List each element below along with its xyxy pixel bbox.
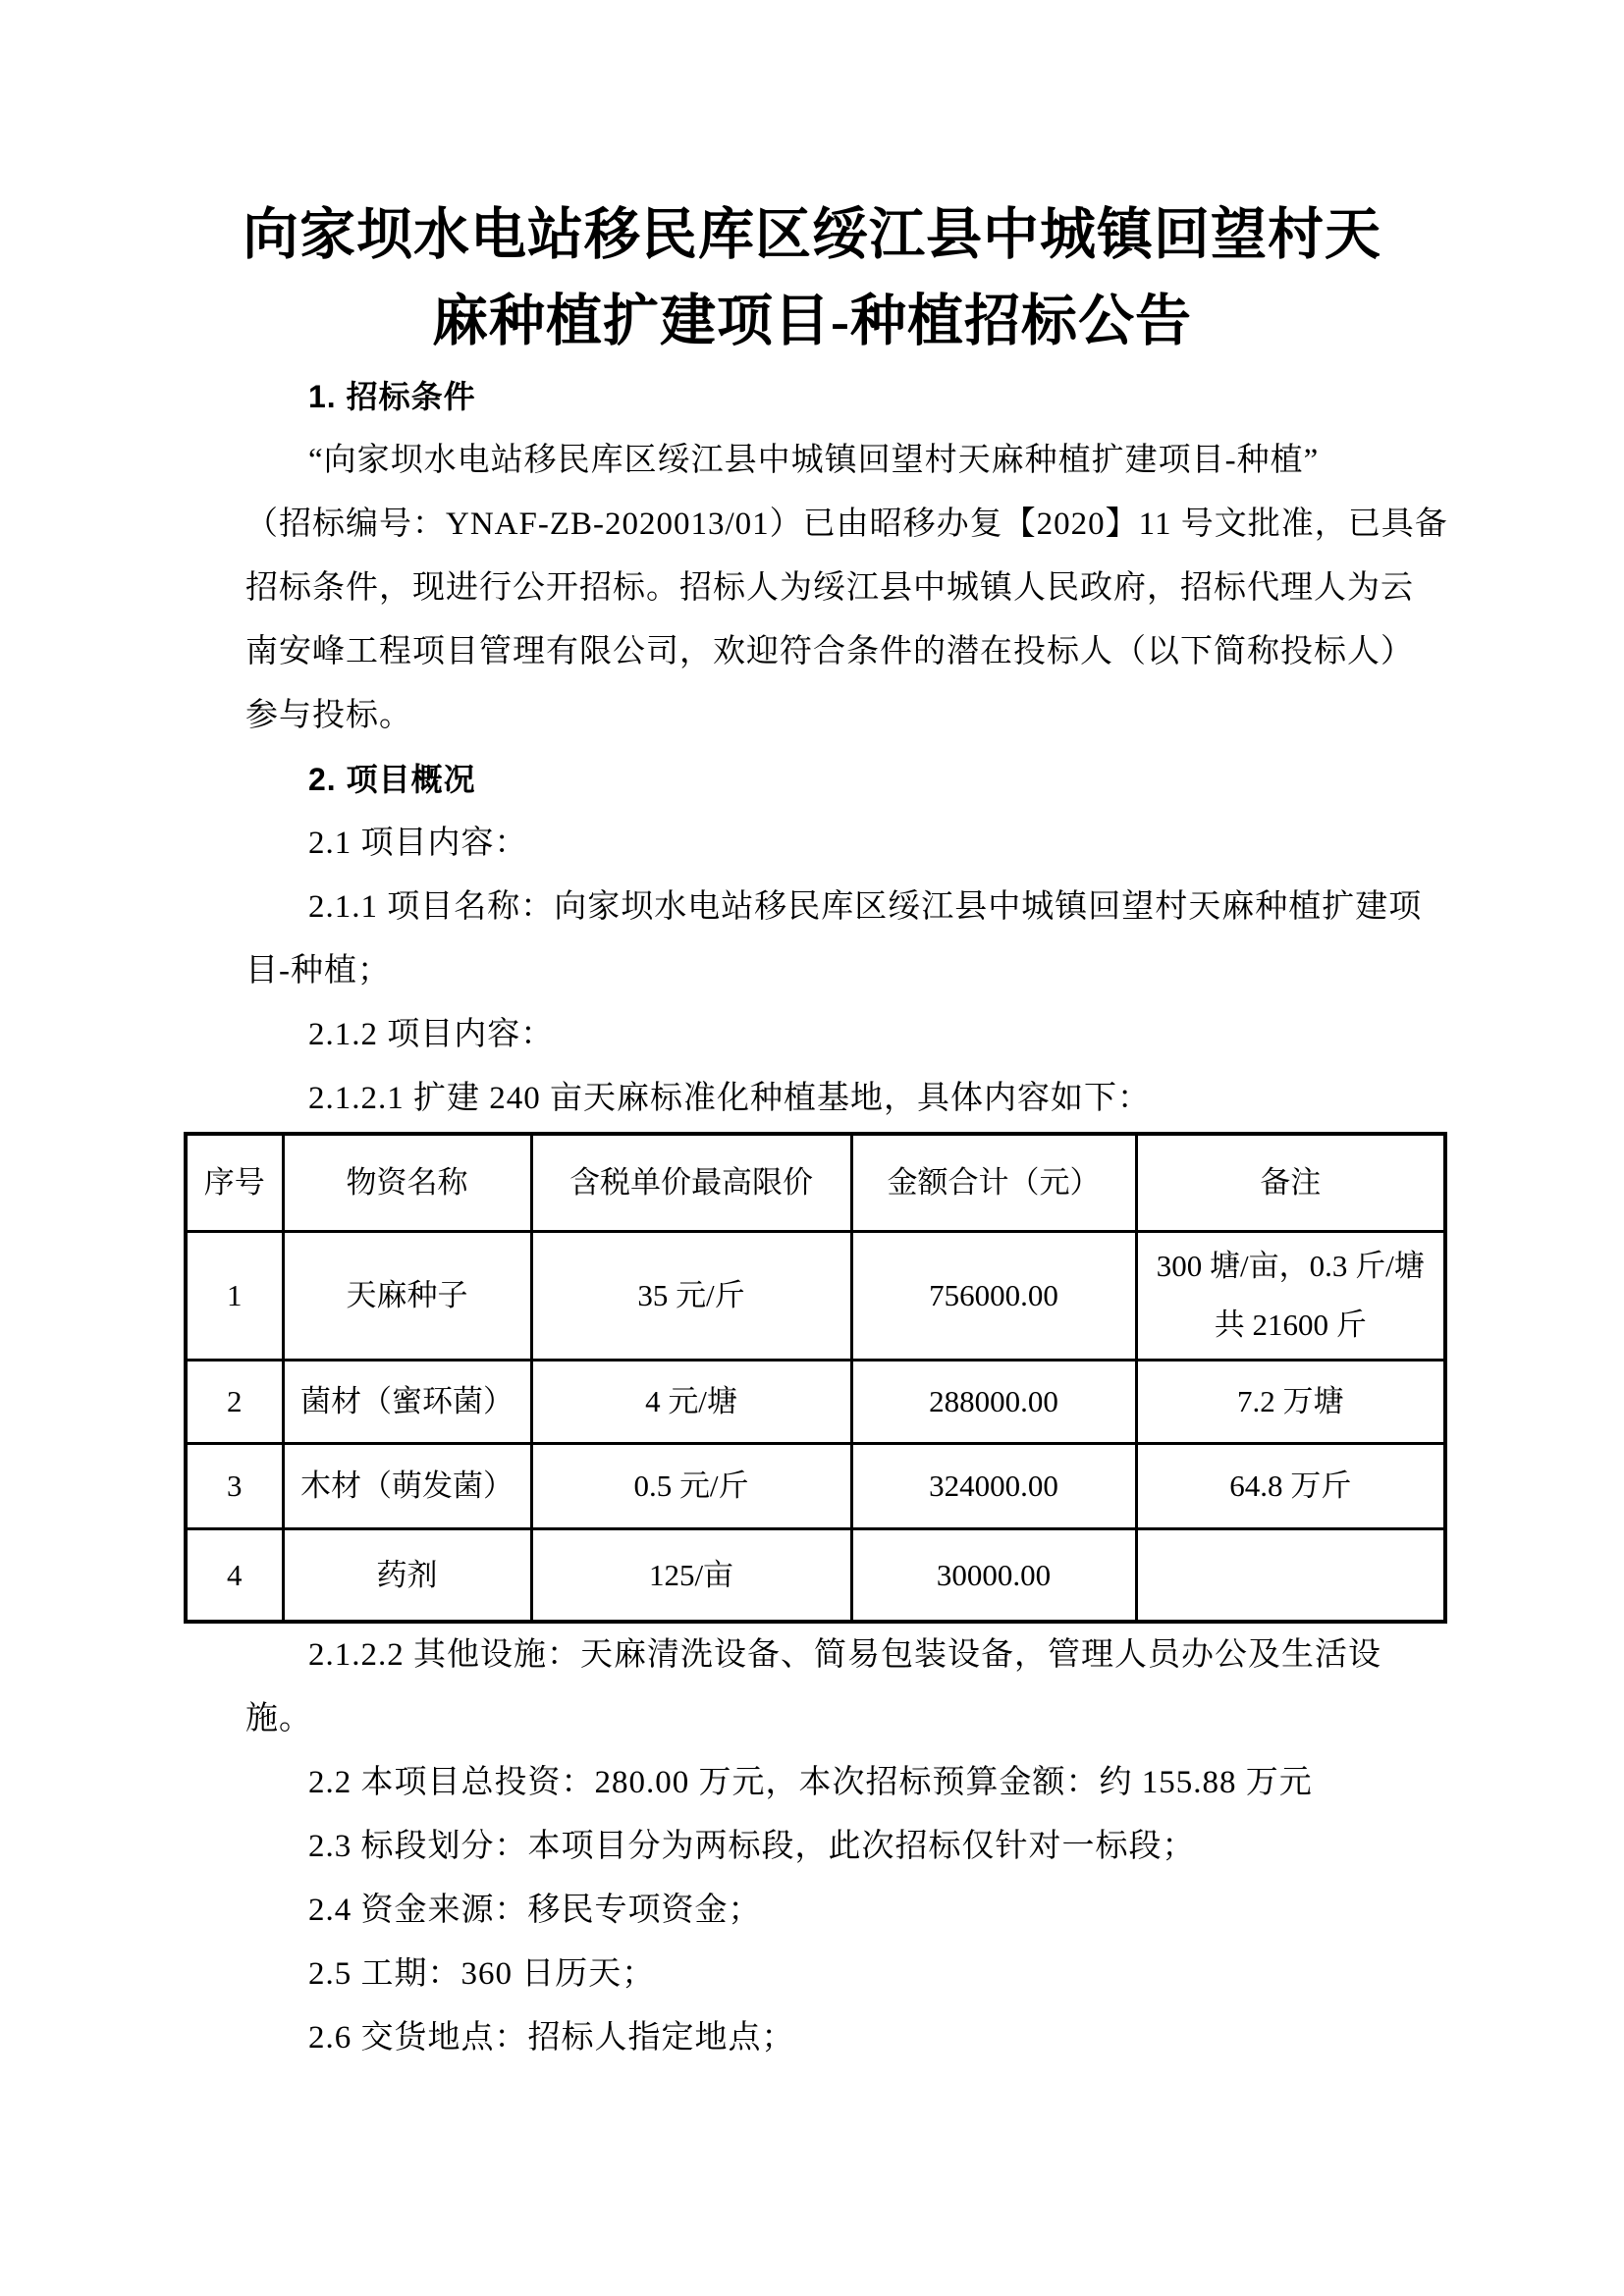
table-row [186, 1443, 1445, 1528]
header-name: 物资名称 [283, 1134, 531, 1231]
cell-price: 4 元/塘 [531, 1360, 851, 1443]
clause-2-4: 2.4 资金来源：移民专项资金； [308, 1893, 762, 1928]
document-title [0, 0, 1624, 365]
section-1-heading: 1. 招标条件 [308, 379, 476, 414]
cell-amount: 324000.00 [851, 1443, 1136, 1528]
paragraph-line: 招标条件，现进行公开招标。招标人为绥江县中城镇人民政府，招标代理人为云 [245, 570, 1414, 606]
section-2-heading: 2. 项目概况 [308, 762, 476, 797]
table-row [186, 1528, 1445, 1622]
clause-2-1-2-2-cont: 施。 [245, 1701, 312, 1736]
cell-no: 4 [186, 1528, 283, 1622]
cell-price: 0.5 元/斤 [531, 1443, 851, 1528]
cell-note: 64.8 万斤 [1136, 1443, 1445, 1528]
cell-no: 2 [186, 1360, 283, 1443]
note-line-2: 共 21600 斤 [1214, 1307, 1367, 1342]
clause-2-5: 2.5 工期：360 日历天； [308, 1956, 656, 1992]
header-price: 含税单价最高限价 [531, 1134, 851, 1231]
paragraph-line: “向家坝水电站移民库区绥江县中城镇回望村天麻种植扩建项目-种植” [308, 443, 1320, 478]
cell-name: 天麻种子 [283, 1231, 531, 1360]
cell-name: 木材（萌发菌） [283, 1443, 531, 1528]
cell-amount: 288000.00 [851, 1360, 1136, 1443]
cell-name: 菌材（蜜环菌） [283, 1360, 531, 1443]
note-line-1: 300 塘/亩，0.3 斤/塘 [1156, 1248, 1425, 1283]
cell-amount: 30000.00 [851, 1528, 1136, 1622]
clause-2-1: 2.1 项目内容： [308, 826, 528, 861]
clause-2-1-2-2: 2.1.2.2 其他设施：天麻清洗设备、简易包装设备，管理人员办公及生活设 [308, 1637, 1381, 1673]
clause-2-1-1: 2.1.1 项目名称：向家坝水电站移民库区绥江县中城镇回望村天麻种植扩建项 [308, 889, 1423, 925]
cell-note [1136, 1231, 1445, 1360]
header-no: 序号 [186, 1134, 283, 1231]
paragraph-line: 南安峰工程项目管理有限公司，欢迎符合条件的潜在投标人（以下简称投标人） [245, 634, 1414, 669]
cell-amount: 756000.00 [851, 1231, 1136, 1360]
clause-2-3: 2.3 标段划分：本项目分为两标段，此次招标仅针对一标段； [308, 1829, 1196, 1864]
cell-price: 125/亩 [531, 1528, 851, 1622]
clause-2-1-1-cont: 目-种植； [245, 953, 391, 988]
cell-no: 3 [186, 1443, 283, 1528]
clause-2-1-2-1: 2.1.2.1 扩建 240 亩天麻标准化种植基地，具体内容如下： [308, 1081, 1151, 1116]
title-line-1: 向家坝水电站移民库区绥江县中城镇回望村天 [243, 204, 1381, 266]
header-amount: 金额合计（元） [851, 1134, 1136, 1231]
title-line-2: 麻种植扩建项目-种植招标公告 [432, 291, 1192, 352]
clause-2-1-2: 2.1.2 项目内容： [308, 1017, 555, 1052]
cell-note [1136, 1528, 1445, 1622]
paragraph-line: （招标编号：YNAF-ZB-2020013/01）已由昭移办复【2020】11 号文批准，已具备 [245, 507, 1448, 542]
table-row [186, 1360, 1445, 1443]
header-note: 备注 [1136, 1134, 1445, 1231]
materials-table [184, 1132, 1447, 1624]
table-row [186, 1231, 1445, 1360]
cell-price: 35 元/斤 [531, 1231, 851, 1360]
cell-note: 7.2 万塘 [1136, 1360, 1445, 1443]
cell-no: 1 [186, 1231, 283, 1360]
clause-2-2: 2.2 本项目总投资：280.00 万元，本次招标预算金额：约 155.88 万元 [308, 1765, 1313, 1800]
table-header-row [186, 1134, 1445, 1231]
cell-name: 药剂 [283, 1528, 531, 1622]
clause-2-6: 2.6 交货地点：招标人指定地点； [308, 2020, 795, 2056]
document-body [203, 365, 1448, 2070]
paragraph-line: 参与投标。 [245, 698, 412, 733]
